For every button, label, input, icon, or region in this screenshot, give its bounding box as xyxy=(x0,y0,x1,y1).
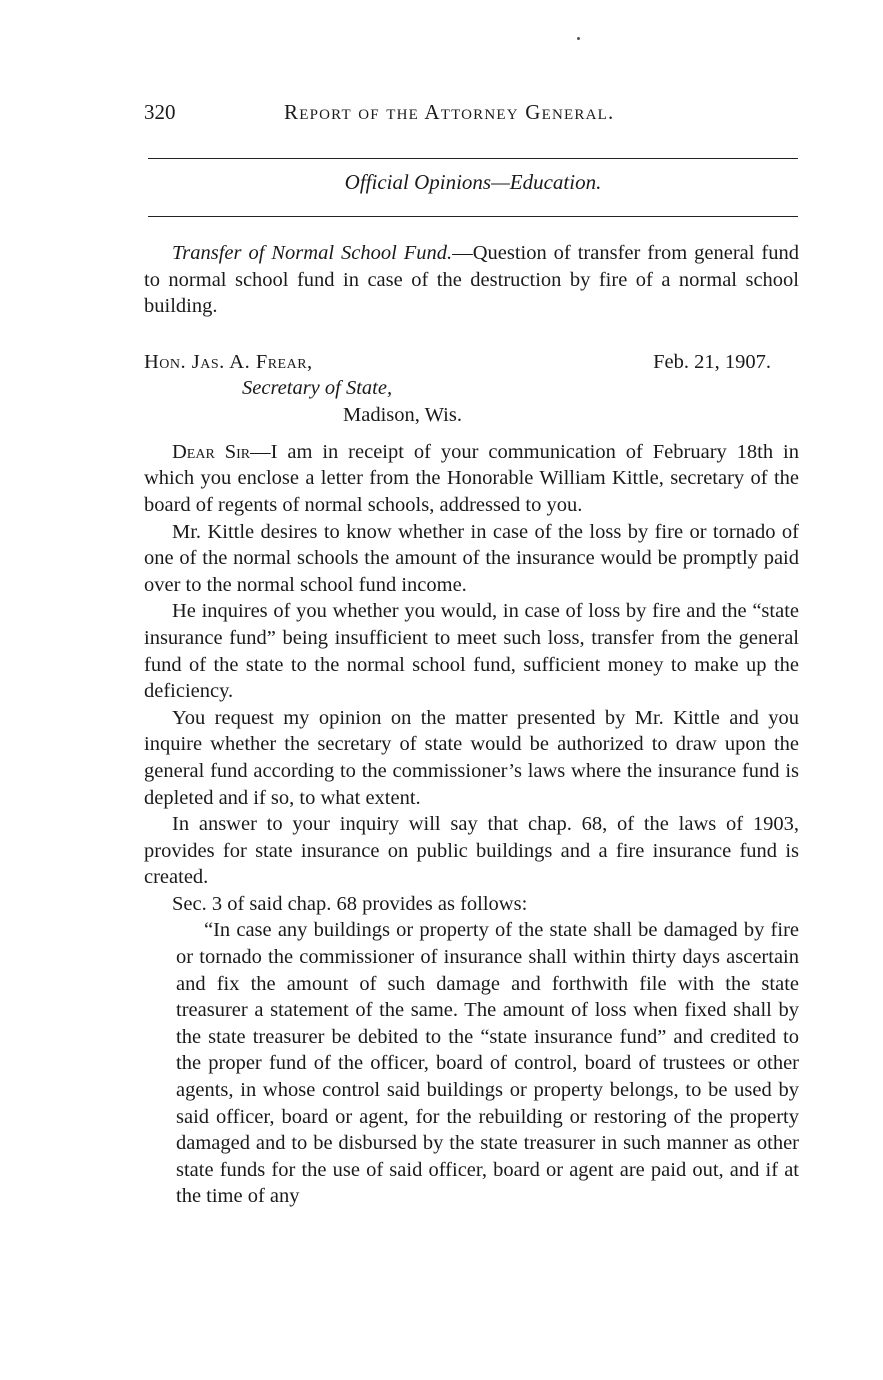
syllabus xyxy=(144,240,799,320)
addressee-city: Madison, Wis. xyxy=(343,403,462,426)
top-rule xyxy=(148,158,798,159)
paragraph-5: In answer to your inquiry will say that chap. 68, of the laws of 1903, provides for state insurance on public buildings and a fire insurance fund is created. xyxy=(144,813,799,889)
paragraph-2: Mr. Kittle desires to know whether in case of the loss by fire or tornado of one of the normal schools the amount of the insurance would be promptly paid over to the normal school fund income. xyxy=(144,520,799,596)
paragraph-4: You request my opinion on the matter presented by Mr. Kittle and you inquire whether the secretary of state would be authorized to draw upon the general fund according to the commissioner’s laws where the insurance fund is depleted and if so, to what extent. xyxy=(144,706,799,809)
paragraph-1-text: —I am in receipt of your communication of February 18th in which you enclose a letter from the Honorable William Kittle, secretary of the board of regents of normal schools, addressed to you. xyxy=(144,440,799,516)
address-block xyxy=(144,345,799,439)
running-title: Report of the Attorney General. xyxy=(284,100,615,124)
paragraph-1 xyxy=(144,439,799,519)
page-number: 320 xyxy=(144,100,176,124)
letter-date: Feb. 21, 1907. xyxy=(653,350,771,373)
print-speck xyxy=(577,37,580,40)
statute-quote: “In case any buildings or property of the state shall be damaged by fire or tornado the commissioner of insurance shall within thirty days ascertain and fix the amount of such damage and forthwith file with the state treasurer a statement of the same. The amount of loss when fixed shall by the state treasurer be debited to the “state insurance fund” and credited to the proper fund of the officer, board of control, board of trustees or other agents, in whose control said buildings or property belongs, to be used by said officer, board or agent, for the rebuilding or restoring of the property damaged and to be disbursed by the state treasurer in such manner as other state funds for the use of said officer, board or agent are paid out, and if at the time of any xyxy=(176,919,799,1208)
paragraph-6: Sec. 3 of said chap. 68 provides as follows: xyxy=(172,892,528,915)
section-title: Official Opinions—Education. xyxy=(344,170,602,194)
paragraph-3: He inquires of you whether you would, in case of loss by fire and the “state insurance fund” being insufficient to meet such loss, transfer from the general fund of the state to the normal school fund, sufficient money to make up the deficiency. xyxy=(144,600,799,703)
addressee-name: Hon. Jas. A. Frear, xyxy=(144,350,313,373)
syllabus-summary: —Question of transfer from general fund to normal school fund in case of the destruction by fire of a normal school building. xyxy=(144,242,799,318)
syllabus-topic: Transfer of Normal School Fund. xyxy=(172,242,453,264)
main-content xyxy=(144,240,799,1210)
salutation: Dear Sir xyxy=(172,440,251,463)
running-head xyxy=(144,100,800,130)
bottom-rule xyxy=(148,216,798,217)
addressee-title: Secretary of State, xyxy=(242,376,393,399)
